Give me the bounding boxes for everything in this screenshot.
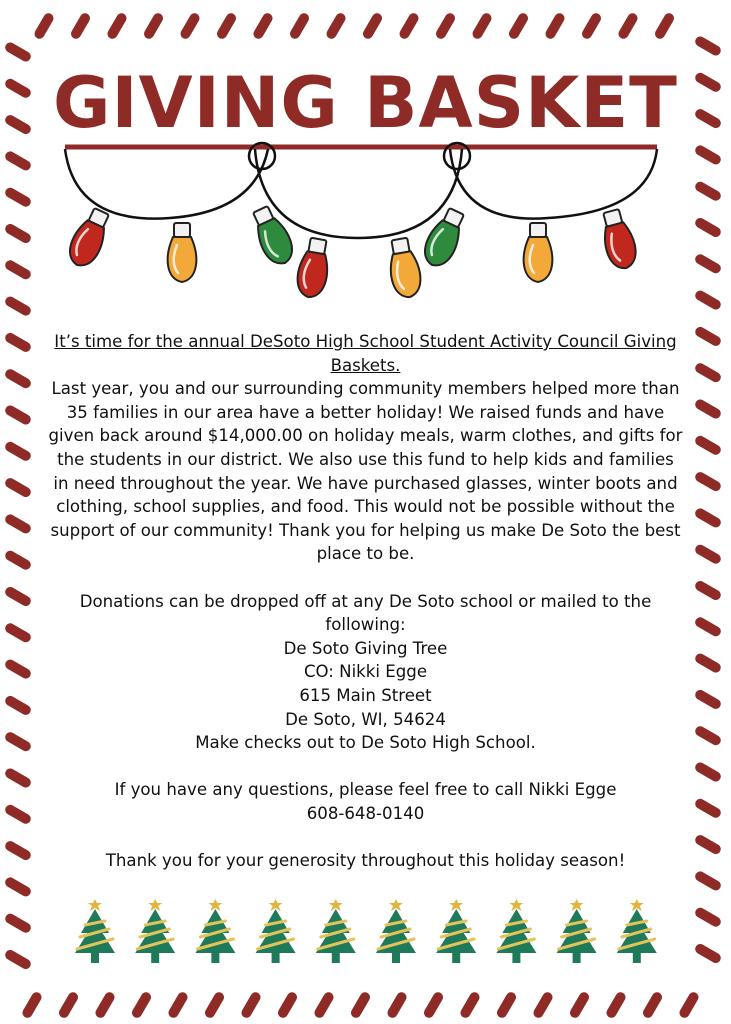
- border-stripe: [471, 11, 494, 40]
- border-stripe: [693, 325, 722, 348]
- christmas-trees-row: [0, 895, 731, 970]
- border-stripe: [313, 990, 336, 1019]
- intro-text: It’s time for the annual DeSoto High School Student Activity Council Giving Baskets.: [54, 332, 677, 375]
- border-stripe: [617, 11, 640, 40]
- border-stripe: [693, 434, 722, 457]
- border-stripe: [495, 990, 518, 1019]
- christmas-tree-icon: [376, 899, 416, 963]
- border-stripe: [57, 990, 80, 1019]
- border-stripe: [130, 990, 153, 1019]
- christmas-tree-icon: [195, 899, 235, 963]
- light-bulb-icon: [385, 237, 423, 300]
- border-stripe: [3, 331, 32, 354]
- border-stripe: [693, 398, 722, 421]
- border-stripe: [215, 11, 238, 40]
- border-stripe: [386, 990, 409, 1019]
- light-bulb-icon: [168, 223, 197, 282]
- border-stripe: [3, 440, 32, 463]
- light-bulb-icon: [247, 203, 298, 269]
- border-stripe: [693, 470, 722, 493]
- christmas-tree-icon: [316, 899, 356, 963]
- phone-number: 608-648-0140: [306, 803, 425, 823]
- flyer-content: [48, 330, 683, 873]
- border-stripe: [3, 585, 32, 608]
- border-stripe: [349, 990, 372, 1019]
- address-line-2: CO: Nikki Egge: [303, 662, 428, 682]
- address-line-1: De Soto Giving Tree: [283, 638, 448, 658]
- light-bulb-icon: [524, 223, 553, 282]
- border-stripe: [693, 688, 722, 711]
- border-stripe: [507, 11, 530, 40]
- address-line-4: De Soto, WI, 54624: [285, 709, 446, 729]
- border-stripe: [693, 35, 722, 58]
- border-stripe: [276, 990, 299, 1019]
- border-stripe: [693, 507, 722, 530]
- christmas-tree-icon: [496, 899, 536, 963]
- christmas-tree-icon: [557, 899, 597, 963]
- border-stripe: [641, 990, 664, 1019]
- border-stripe: [325, 11, 348, 40]
- christmas-tree-icon: [135, 899, 175, 963]
- border-stripe: [693, 652, 722, 675]
- border-stripe: [434, 11, 457, 40]
- border-stripe: [459, 990, 482, 1019]
- border-stripe: [3, 41, 32, 64]
- border-stripe: [678, 990, 701, 1019]
- border-stripe: [693, 833, 722, 856]
- light-wire: [255, 149, 462, 238]
- border-stripe: [240, 990, 263, 1019]
- light-bulb-icon: [294, 237, 332, 300]
- border-stripe: [693, 761, 722, 784]
- light-bulb-icon: [597, 207, 640, 271]
- border-stripe: [167, 990, 190, 1019]
- border-stripe: [693, 870, 722, 893]
- border-stripe: [693, 724, 722, 747]
- border-stripe: [605, 990, 628, 1019]
- border-stripe: [3, 513, 32, 536]
- border-stripe: [288, 11, 311, 40]
- border-stripe: [693, 797, 722, 820]
- border-stripe: [252, 11, 275, 40]
- address-line-3: 615 Main Street: [299, 685, 432, 705]
- border-stripe: [94, 990, 117, 1019]
- border-stripe: [568, 990, 591, 1019]
- border-stripe: [3, 694, 32, 717]
- border-stripe: [3, 549, 32, 572]
- border-stripe: [142, 11, 165, 40]
- border-stripe: [3, 367, 32, 390]
- border-stripe: [3, 803, 32, 826]
- body-text: Last year, you and our surrounding community members helped more than 35 families in our area have a better holiday! We raised funds and have given back around $14,000.00 on holiday meals, warm clothes, and gifts for the students in our district. We also use this fund to help kids and families in need throughout the year. We have purchased glasses, winter boots and clothing, school supplies, and food. This would not be possible without the support of our community! Thank you for helping us make De Soto the best place to be.: [48, 379, 683, 564]
- light-wire: [450, 149, 657, 219]
- border-stripe: [3, 658, 32, 681]
- border-stripe: [544, 11, 567, 40]
- border-stripe: [361, 11, 384, 40]
- border-stripe: [3, 730, 32, 753]
- light-bulb-icon: [419, 205, 470, 271]
- border-stripe: [3, 621, 32, 644]
- border-stripe: [69, 11, 92, 40]
- border-stripe: [3, 767, 32, 790]
- border-stripe: [3, 404, 32, 427]
- flyer-title: GIVING BASKET: [53, 62, 678, 144]
- christmas-tree-icon: [436, 899, 476, 963]
- border-stripe: [21, 990, 44, 1019]
- border-stripe: [203, 990, 226, 1019]
- border-stripe: [653, 11, 676, 40]
- thanks-text: Thank you for your generosity throughout this holiday season!: [105, 851, 626, 871]
- border-stripe: [532, 990, 555, 1019]
- border-stripe: [179, 11, 202, 40]
- border-stripe: [693, 579, 722, 602]
- border-stripe: [580, 11, 603, 40]
- christmas-tree-icon: [617, 899, 657, 963]
- christmas-tree-icon: [75, 899, 115, 963]
- border-stripe: [422, 990, 445, 1019]
- border-stripe: [693, 361, 722, 384]
- checks-text: Make checks out to De Soto High School.: [195, 733, 536, 753]
- border-stripe: [106, 11, 129, 40]
- border-stripe: [3, 476, 32, 499]
- border-stripe: [33, 11, 56, 40]
- border-stripe: [693, 615, 722, 638]
- donations-text: Donations can be dropped off at any De Soto school or mailed to the following:: [79, 591, 652, 635]
- light-bulb-icon: [64, 205, 115, 271]
- border-stripe: [693, 543, 722, 566]
- questions-text: If you have any questions, please feel free to call Nikki Egge: [114, 780, 617, 800]
- border-stripe: [398, 11, 421, 40]
- string-lights-decoration: [0, 130, 731, 310]
- christmas-tree-icon: [256, 899, 296, 963]
- border-stripe: [3, 839, 32, 862]
